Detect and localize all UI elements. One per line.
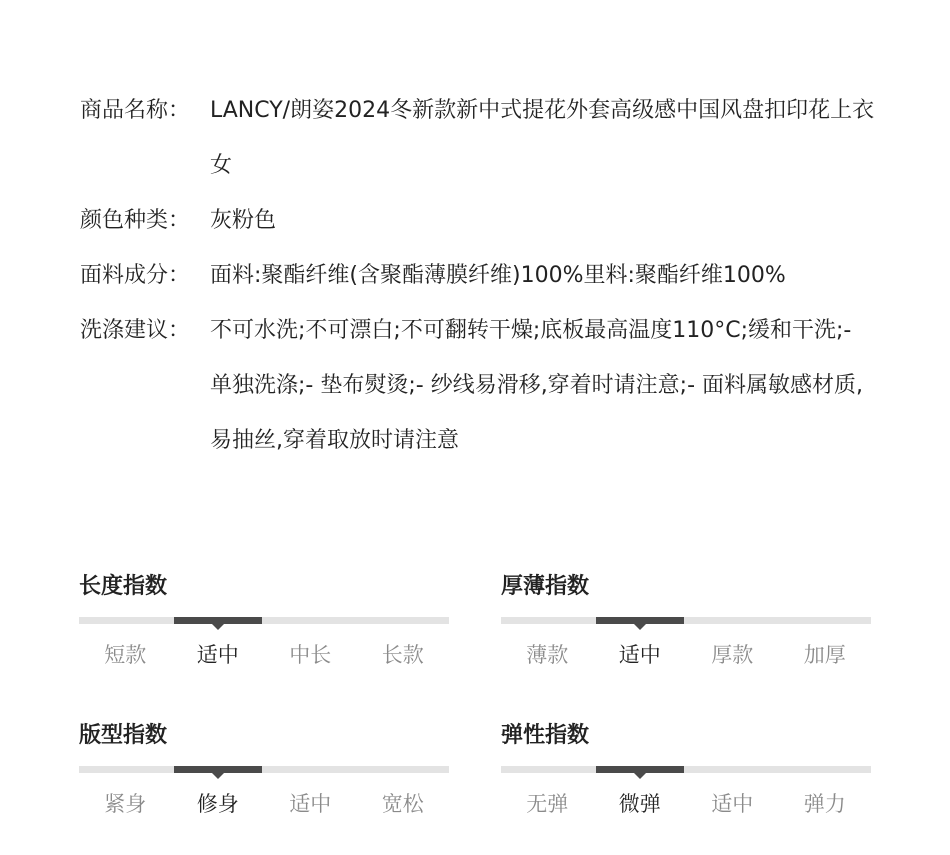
elasticity-gauge [501,722,871,816]
wash-value: 不可水洗;不可漂白;不可翻转干燥;底板最高温度110°C;缓和干洗;- 单独洗涤;- 垫布熨烫;- 纱线易滑移,穿着时请注意;- 面料属敏感材质,易抽丝,穿着取放时请注意 [210,318,864,453]
length-gauge-fill [174,617,262,624]
length-gauge [79,573,449,667]
product-name-label: 商品名称： [80,98,191,123]
thickness-gauge-fill [596,617,684,624]
fit-gauge-pointer [212,773,224,779]
length-option: 长款 [381,643,424,667]
material-value: 面料:聚酯纤维(含聚酯薄膜纤维)100%里料:聚酯纤维100% [210,263,786,288]
elasticity-option: 微弹 [618,792,661,816]
wash-label: 洗涤建议： [80,318,191,343]
elasticity-gauge-pointer [634,773,646,779]
thickness-option: 加厚 [803,643,846,667]
length-gauge-pointer [212,624,224,630]
thickness-option: 厚款 [711,643,754,667]
product-name-value: LANCY/朗姿2024冬新款新中式提花外套高级感中国风盘扣印花上衣女 [210,98,875,178]
thickness-gauge-pointer [634,624,646,630]
fit-option: 修身 [196,792,239,816]
fit-gauge-track [79,766,449,773]
color-row [80,193,880,248]
color-label: 颜色种类： [80,208,191,233]
fit-gauge-title: 版型指数 [79,723,168,748]
thickness-gauge-track [501,617,871,624]
material-label: 面料成分： [80,263,191,288]
fit-option: 宽松 [381,792,424,816]
fit-gauge-options [79,790,449,818]
elasticity-gauge-options [501,790,871,818]
elasticity-gauge-track [501,766,871,773]
length-gauge-title: 长度指数 [79,574,168,599]
length-gauge-options [79,641,449,669]
length-option: 中长 [289,643,332,667]
thickness-gauge-title: 厚薄指数 [501,574,590,599]
elasticity-option: 弹力 [803,792,846,816]
elasticity-gauge-fill [596,766,684,773]
color-value: 灰粉色 [210,208,277,233]
wash-row [80,303,880,468]
fit-option: 适中 [289,792,332,816]
length-option: 短款 [104,643,147,667]
elasticity-gauge-title: 弹性指数 [501,723,590,748]
length-gauge-track [79,617,449,624]
elasticity-option: 无弹 [526,792,569,816]
thickness-option: 薄款 [526,643,569,667]
thickness-gauge [501,573,871,667]
product-name-row [80,83,880,193]
material-row [80,248,880,303]
fit-gauge-fill [174,766,262,773]
elasticity-option: 适中 [711,792,754,816]
fit-option: 紧身 [104,792,147,816]
thickness-option: 适中 [618,643,661,667]
length-option: 适中 [196,643,239,667]
thickness-gauge-options [501,641,871,669]
fit-gauge [79,722,449,816]
product-info-section [80,83,880,468]
